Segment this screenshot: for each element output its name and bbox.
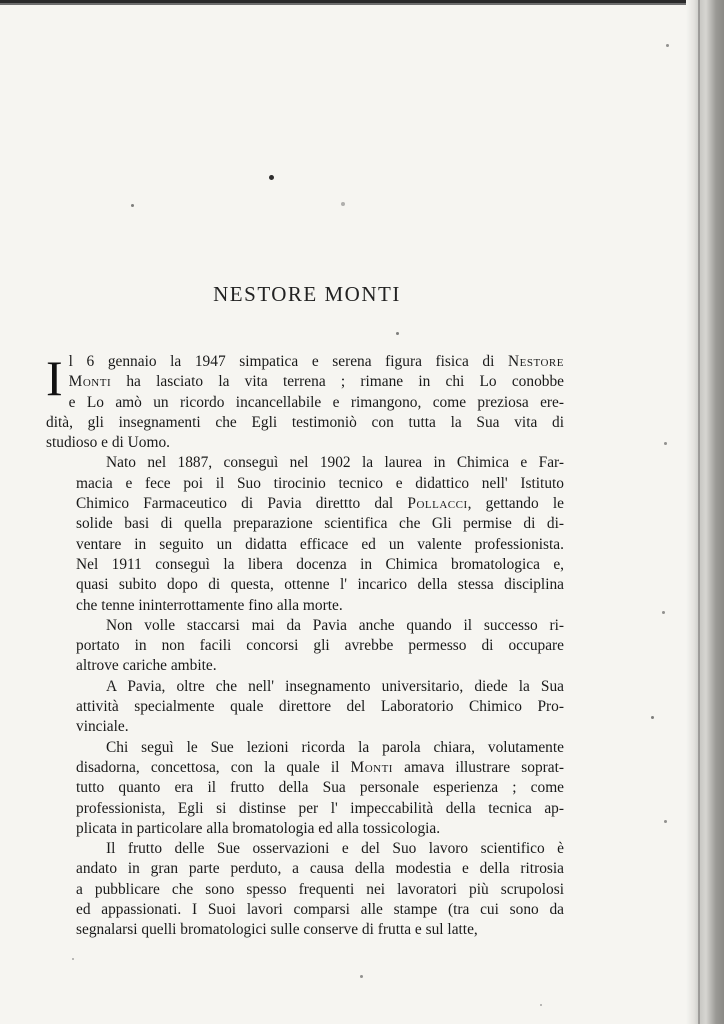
text-line [46,656,564,676]
text-run: portato in non facili concorsi gli avrebbe permesso di occupare [76,637,564,655]
text-run: ventare in seguito un didatta efficace ed un valente professionista. [76,535,564,553]
paragraph [46,738,564,839]
scan-speck [269,175,274,180]
text-run: ed appassionati. I Suoi lavori comparsi alle stampe (tra cui sono da [76,901,564,919]
scan-speck [666,44,669,47]
text-line [46,920,564,940]
small-caps-name: Monti [68,373,112,391]
paragraph [46,616,564,677]
paragraph [46,839,564,940]
text-line [46,453,564,473]
text-line [46,636,564,656]
text-line [46,717,564,737]
right-page-edge-shadow [686,0,724,1024]
text-run: macia e fece poi il Suo tirocinio tecnico e didattico nell' Istituto [76,474,564,492]
paragraph [46,352,564,453]
text-run: , gettando le [467,495,564,513]
text-line [46,514,564,534]
text-line [46,758,564,778]
text-line [46,819,564,839]
text-run: a pubblicare che sono spesso frequenti nei lavoratori più scrupolosi [76,880,564,898]
text-line [46,393,564,413]
text-run: dità, gli insegnamenti che Egli testimoniò con tutta la Sua vita di [46,413,564,431]
text-line [46,839,564,859]
text-line [46,616,564,636]
text-run: solide basi di quella preparazione scientifica che Gli permise di di- [76,515,564,533]
article-title: NESTORE MONTI [213,282,401,306]
text-run: vinciale. [76,718,129,736]
paragraph [46,677,564,738]
scan-speck [396,332,399,335]
text-line [46,880,564,900]
small-caps-name: Monti [350,758,393,776]
scan-speck [341,202,345,206]
text-run: Il frutto delle Sue osservazioni e del Suo lavoro scientifico è [106,840,564,858]
scan-speck [664,820,667,823]
text-run: che tenne ininterrottamente fino alla morte. [76,596,343,614]
text-line [46,596,564,616]
scan-speck [540,1004,542,1006]
text-run: Chimico Farmaceutico di Pavia direttto dal [76,495,408,513]
text-run: e Lo amò un ricordo incancellabile e rimangono, come preziosa ere- [68,393,564,411]
text-line [46,859,564,879]
text-line [46,413,564,433]
text-run: attività specialmente quale direttore del Laboratorio Chimico Pro- [76,698,564,716]
text-run: Nato nel 1887, conseguì nel 1902 la laurea in Chimica e Far- [106,454,564,472]
text-run: A Pavia, oltre che nell' insegnamento universitario, diede la Sua [106,677,564,695]
text-run: Non volle staccarsi mai da Pavia anche quando il successo ri- [106,616,564,634]
small-caps-name: Pollacci [407,495,468,513]
scan-speck [662,611,665,614]
text-line [46,697,564,717]
text-line [46,352,564,372]
text-run: andato in gran parte perduto, a causa della modestia e della ritrosia [76,860,564,878]
text-run: segnalarsi quelli bromatologici sulle conserve di frutta e sul latte, [76,921,478,939]
text-run: altrove cariche ambite. [76,657,217,675]
text-line [46,474,564,494]
text-run: professionista, Egli si distinse per l' impeccabilità della tecnica ap- [76,799,564,817]
text-line [46,433,564,453]
text-run: l 6 gennaio la 1947 simpatica e serena figura fisica di [68,353,509,370]
article-body [46,352,564,941]
scan-speck [664,442,667,445]
text-line [46,778,564,798]
scan-speck [651,716,654,719]
text-line [46,575,564,595]
scan-speck [360,975,363,978]
text-line [46,799,564,819]
text-run: studioso e di Uomo. [46,434,170,452]
text-line [46,494,564,514]
text-run: amava illustrare soprat- [392,758,564,776]
text-run: ha lasciato la vita terrena ; rimane in chi Lo conobbe [111,373,564,391]
text-run: plicata in particolare alla bromatologia ed alla tossicologia. [76,819,441,837]
text-line [46,372,564,392]
text-line [46,900,564,920]
text-run: tutto quanto era il frutto della Sua personale esperienza ; come [76,779,564,797]
top-scan-border [0,0,724,9]
text-run: Nel 1911 conseguì la libera docenza in Chimica bromatologica e, [76,555,564,573]
text-run: Chi seguì le Sue lezioni ricorda la parola chiara, volutamente [106,738,564,756]
scan-speck [72,958,74,960]
text-line [46,677,564,697]
text-line [46,555,564,575]
text-run: disadorna, concettosa, con la quale il [76,758,351,776]
paragraph [46,453,564,615]
text-line [46,535,564,555]
text-line [46,738,564,758]
text-run: quasi subito dopo di questa, ottenne l' incarico della stessa disciplina [76,576,564,594]
scan-speck [131,204,134,207]
small-caps-name: Nestore [508,353,564,370]
drop-cap: I [46,350,63,406]
